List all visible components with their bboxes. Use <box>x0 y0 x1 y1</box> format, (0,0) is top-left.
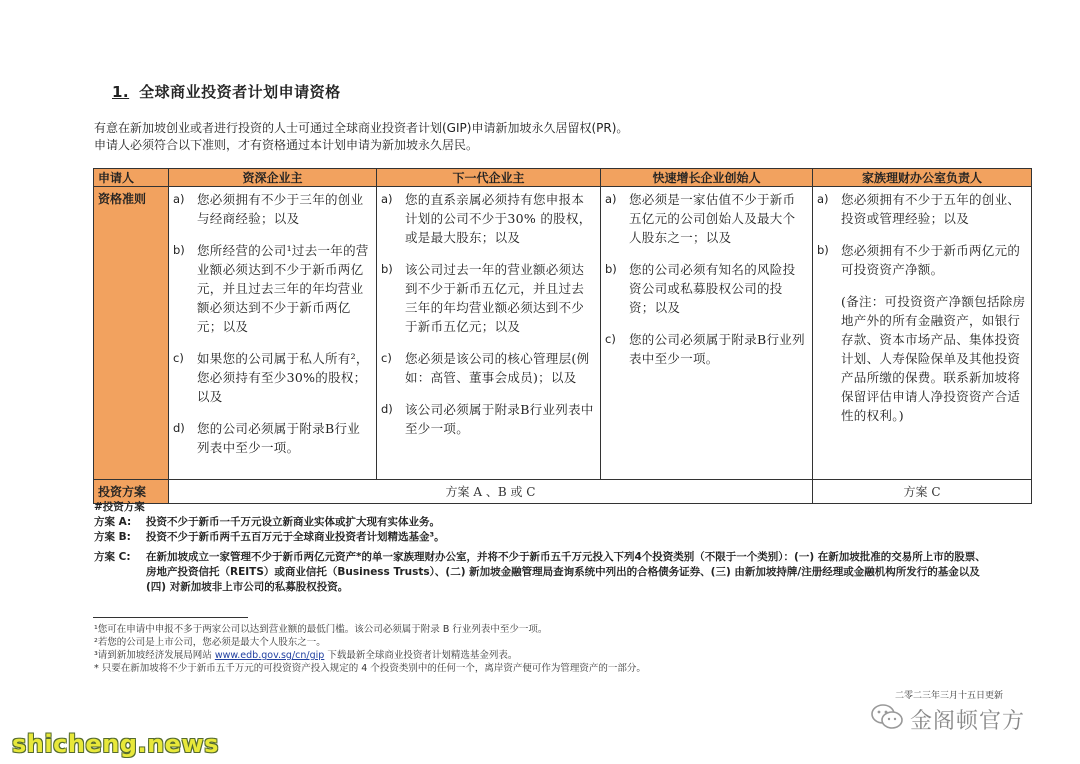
criterion-text: 您的公司必须属于附录B行业列表中至少一项。 <box>197 421 361 455</box>
criterion-label: b) <box>817 243 829 257</box>
criterion-item <box>817 241 1027 279</box>
criterion-item <box>381 349 596 387</box>
table-header-row <box>94 169 1032 187</box>
section-number: 1. <box>112 83 130 101</box>
edb-link[interactable]: www.edb.gov.sg/cn/gip <box>214 650 325 661</box>
plan-label: 方案 A: <box>94 516 132 528</box>
footnote-1: ¹您可在申请中申报不多于两家公司以达到营业额的最低门槛。该公司必须属于附录 B 行业列表中至少一项。 <box>94 624 548 635</box>
header-fast-growth-founder: 快速增长企业创始人 <box>601 169 813 187</box>
criterion-item <box>605 190 808 247</box>
investment-plans <box>94 500 986 595</box>
plan-item <box>94 550 986 595</box>
intro-paragraph <box>94 120 628 154</box>
footnote-divider <box>93 617 248 618</box>
criterion-label: b) <box>605 262 617 276</box>
criteria-label: 资格准则 <box>94 187 169 480</box>
criterion-label: a) <box>173 192 185 206</box>
criterion-text: 您必须是该公司的核心管理层(例如：高管、董事会成员)；以及 <box>405 351 590 385</box>
criteria-col-1 <box>169 187 377 480</box>
criterion-item <box>605 260 808 317</box>
criterion-label: b) <box>381 262 393 276</box>
criterion-item <box>173 241 372 336</box>
criterion-text: 如果您的公司属于私人所有²，您必须持有至少30%的股权；以及 <box>197 351 369 404</box>
plans-title: #投资方案 <box>94 501 145 513</box>
header-applicant: 申请人 <box>94 169 169 187</box>
plan-text: 在新加坡成立一家管理不少于新币两亿元资产*的单一家族理财办公室，并将不少于新币五千万元投入下列4个投资类别（不限于一个类别）：(一) 在新加坡批准的交易所上市的股票、房地产投资信托（REITS）或商业信托（Business Trusts）、(二) 新加坡金融管理局查询系统中列出的合格债务证券、(三) 由新加坡持牌/注册经理或金融机构所发行的基金以及 (四) 对新加坡非上市公司的私募股权投资。 <box>146 551 986 593</box>
criterion-label: d) <box>173 421 185 435</box>
criterion-label: b) <box>173 243 185 257</box>
criterion-text: 您必须拥有不少于三年的创业与经商经验；以及 <box>197 192 364 226</box>
plan-item <box>94 515 986 530</box>
plan-item <box>94 530 986 545</box>
criterion-item <box>381 260 596 336</box>
eligibility-table <box>93 168 1032 504</box>
criteria-col-3 <box>601 187 813 480</box>
criterion-item <box>173 190 372 228</box>
footnote-3-suffix: 下载最新全球商业投资者计划精选基金列表。 <box>324 650 518 661</box>
criterion-note <box>817 292 1027 425</box>
criterion-label: c) <box>173 351 184 365</box>
footnote-4: * 只要在新加坡将不少于新币五千万元的可投资资产投入规定的 4 个投资类别中的任何一个，离岸资产便可作为管理资产的一部分。 <box>94 663 646 674</box>
brand-watermark <box>870 703 1025 735</box>
footnotes <box>94 623 646 675</box>
footnote-3 <box>94 649 646 662</box>
criteria-col-2 <box>377 187 601 480</box>
criterion-item <box>605 330 808 368</box>
header-next-gen-owner: 下一代企业主 <box>377 169 601 187</box>
criterion-text: 您的公司必须有知名的风险投资公司或私募股权公司的投资；以及 <box>629 262 796 315</box>
criterion-text: 您所经营的公司¹过去一年的营业额必须达到不少于新币两亿元，并且过去三年的年均营业额必须达到不少于新币两亿元；以及 <box>197 243 369 334</box>
criterion-item <box>173 349 372 406</box>
criterion-item <box>173 419 372 457</box>
criterion-text: 您必须拥有不少于新币两亿元的可投资资产净额。 <box>841 243 1021 277</box>
header-senior-owner: 资深企业主 <box>169 169 377 187</box>
criterion-label: a) <box>381 192 393 206</box>
plan-text: 投资不少于新币两千五百万元于全球商业投资者计划精选基金³。 <box>146 531 445 543</box>
criterion-label: c) <box>605 332 616 346</box>
plan-abc-cell: 方案 A 、B 或 C <box>169 480 813 504</box>
criterion-text: 您必须拥有不少于五年的创业、投资或管理经验；以及 <box>841 192 1021 226</box>
criterion-text: 您必须是一家估值不少于新币五亿元的公司创始人及最大个人股东之一；以及 <box>629 192 796 245</box>
plan-label: 方案 C: <box>94 551 131 563</box>
brand-name: 金阁顿官方 <box>910 708 1026 734</box>
footnote-3-prefix: ³请到新加坡经济发展局网站 <box>94 650 215 661</box>
plan-label: 方案 B: <box>94 531 131 543</box>
header-family-office-head: 家族理财办公室负责人 <box>813 169 1032 187</box>
criterion-text: 您的直系亲属必须持有您申报本计划的公司不少于30% 的股权，或是最大股东；以及 <box>405 192 592 245</box>
criterion-item <box>381 400 596 438</box>
criterion-item <box>817 190 1027 228</box>
criterion-text: 该公司过去一年的营业额必须达到不少于新币五亿元，并且过去三年的年均营业额必须达到不少于新币五亿元；以及 <box>405 262 585 334</box>
plan-row-label: 投资方案 <box>94 480 169 504</box>
criterion-text: 您的公司必须属于附录B行业列表中至少一项。 <box>629 332 805 366</box>
plan-text: 投资不少于新币一千万元设立新商业实体或扩大现有实体业务。 <box>146 516 440 528</box>
intro-line-1: 有意在新加坡创业或者进行投资的人士可通过全球商业投资者计划(GIP)申请新加坡永久居留权(PR)。 <box>94 121 629 135</box>
site-watermark: shicheng.news <box>12 730 219 758</box>
intro-line-2: 申请人必须符合以下准则，才有资格通过本计划申请为新加坡永久居民。 <box>94 138 479 152</box>
criterion-text: (备注：可投资资产净额包括除房地产外的所有金融资产，如银行存款、资本市场产品、集体投资计划、人寿保险保单及其他投资产品所缴的保费。联系新加坡将保留评估申请人净投资资产合适性的权利。) <box>841 294 1026 423</box>
section-title: 全球商业投资者计划申请资格 <box>139 83 341 101</box>
criterion-label: c) <box>381 351 392 365</box>
update-date: 二零二三年三月十五日更新 <box>895 691 1004 701</box>
plan-c-cell: 方案 C <box>813 480 1032 504</box>
criteria-row <box>94 187 1032 480</box>
wechat-icon <box>870 703 904 735</box>
footnote-2: ²若您的公司是上市公司，您必须是最大个人股东之一。 <box>94 637 326 648</box>
criterion-text: 该公司必须属于附录B行业列表中至少一项。 <box>405 402 594 436</box>
criterion-item <box>381 190 596 247</box>
criterion-label: a) <box>817 192 829 206</box>
section-heading <box>112 81 341 102</box>
criteria-col-4 <box>813 187 1032 480</box>
criterion-label <box>817 292 841 425</box>
criterion-label: a) <box>605 192 617 206</box>
criterion-label: d) <box>381 402 393 416</box>
